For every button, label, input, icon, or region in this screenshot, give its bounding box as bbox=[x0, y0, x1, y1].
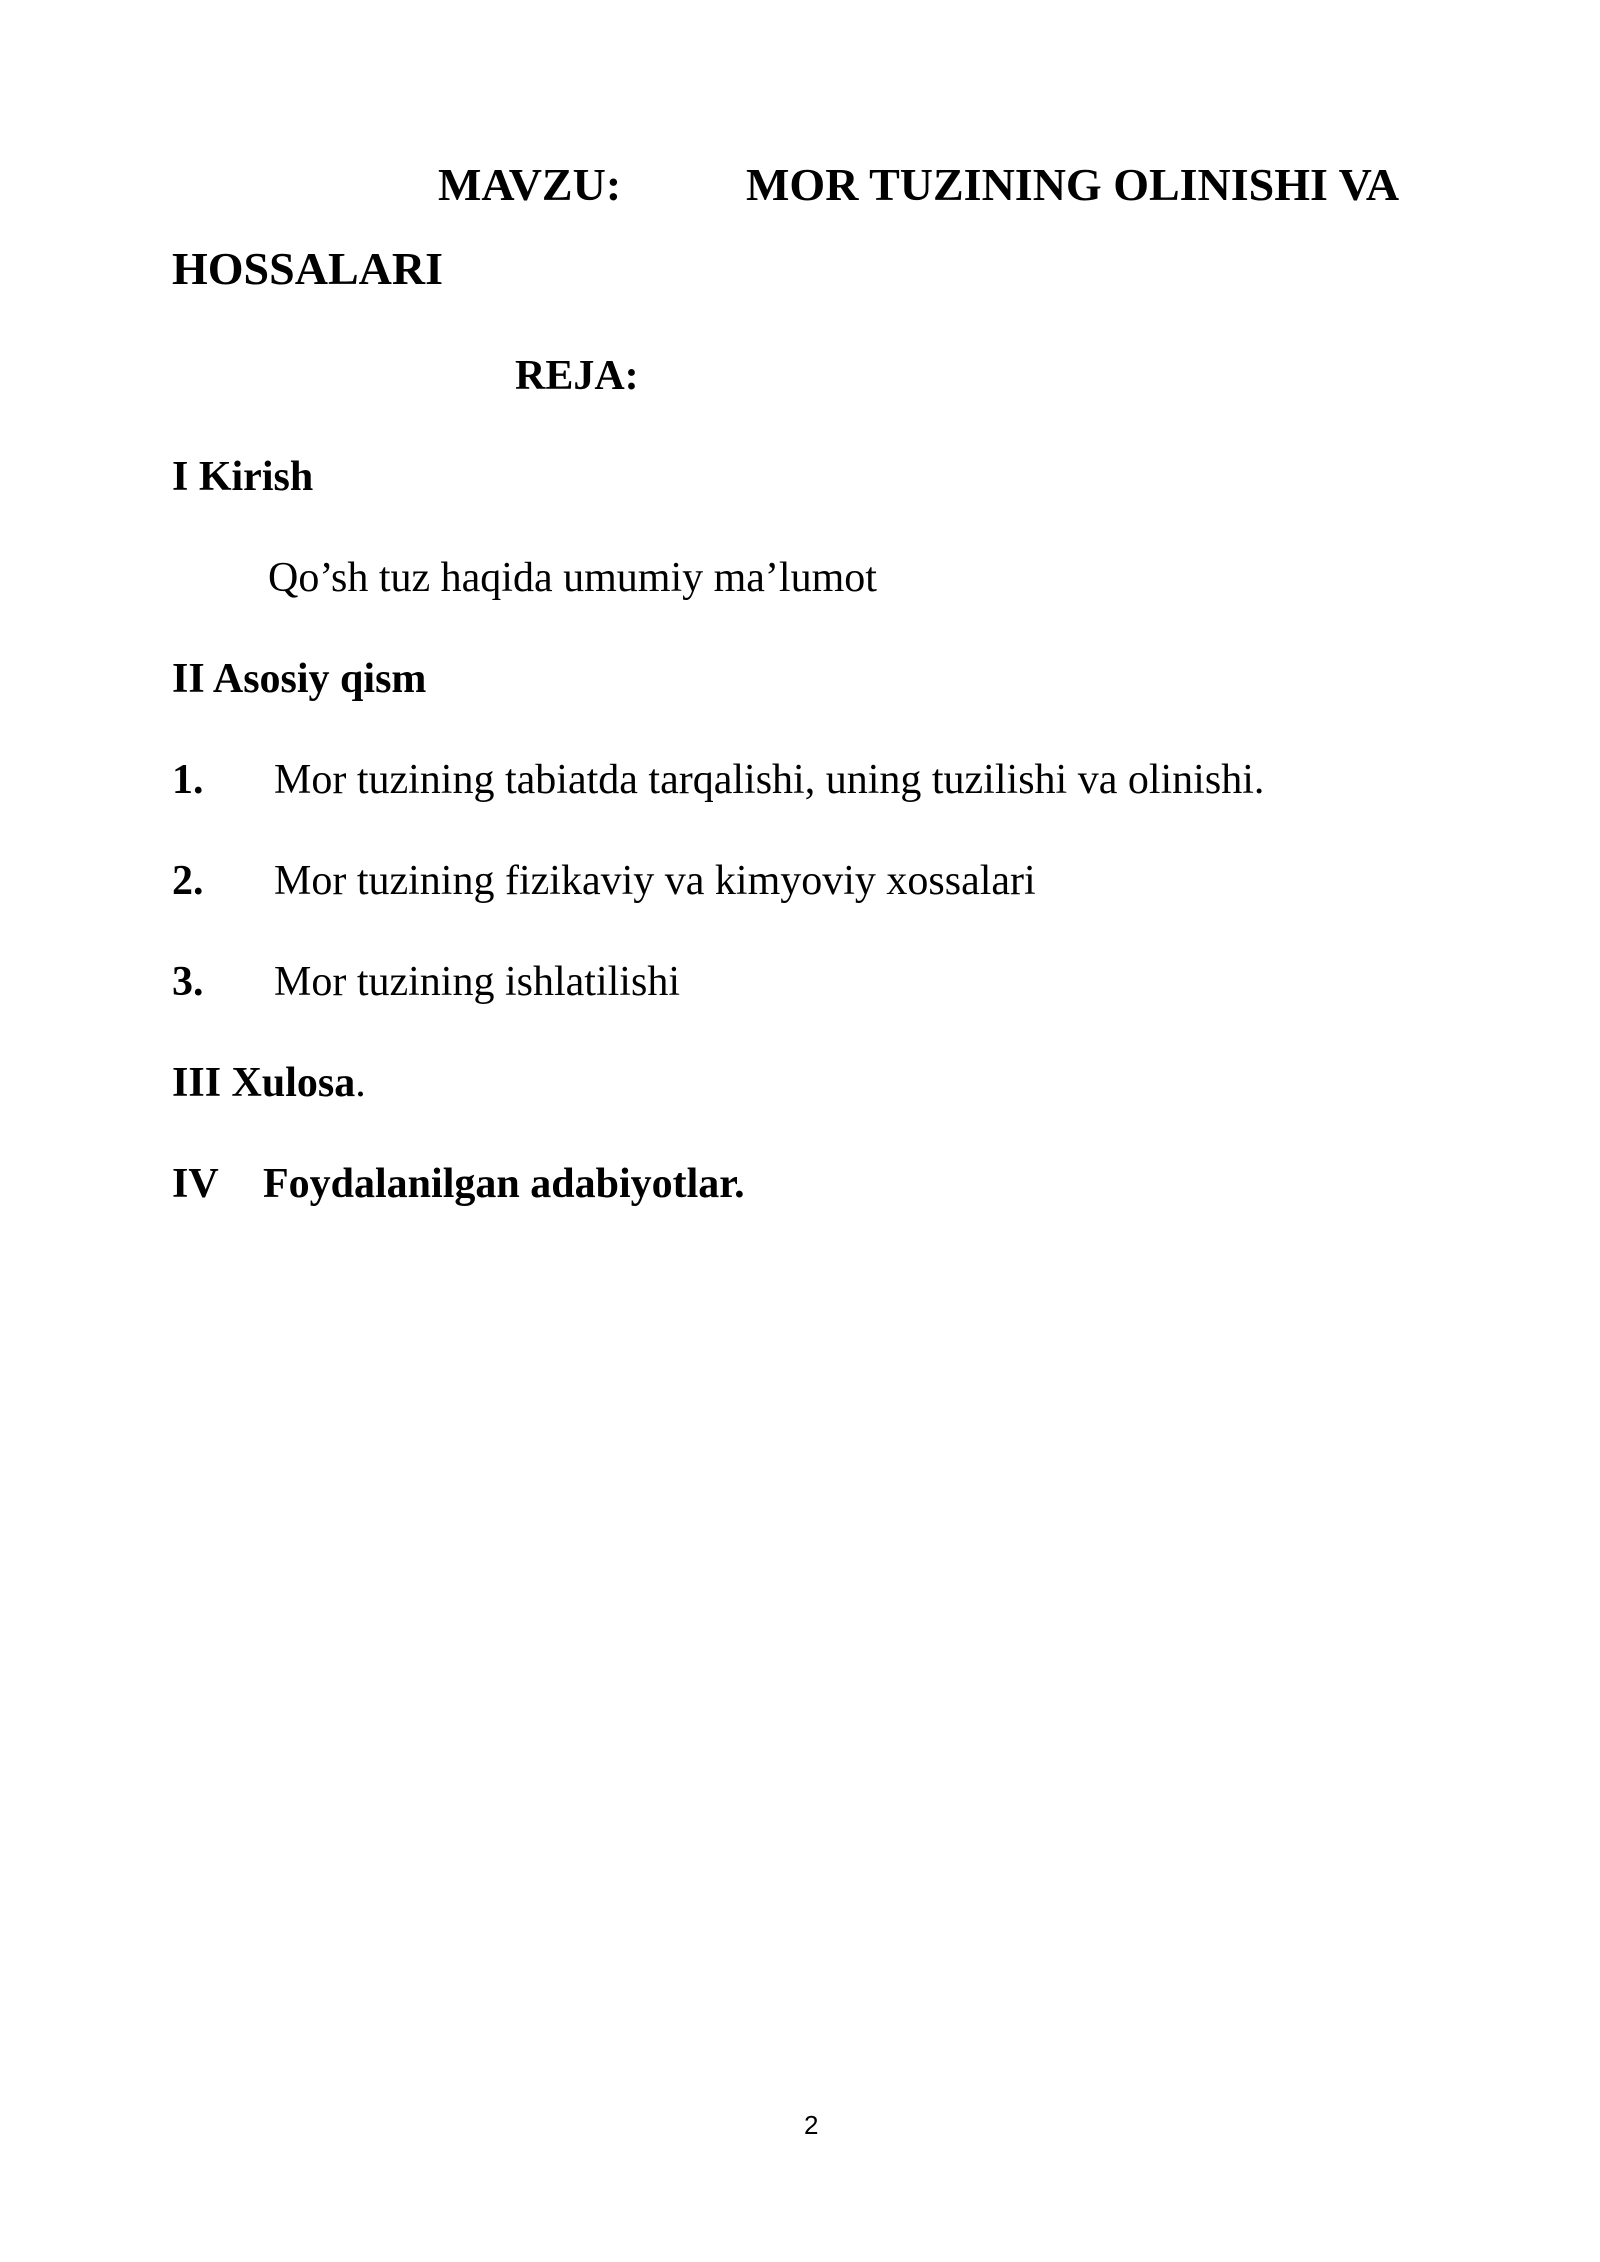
list-item-number: 3. bbox=[172, 959, 204, 1005]
intro-heading: I Kirish bbox=[172, 454, 314, 500]
list-item-text: Mor tuzining fizikaviy va kimyoviy xossalari bbox=[274, 858, 1036, 904]
plan-heading: REJA: bbox=[515, 353, 639, 399]
intro-text: Qo’sh tuz haqida umumiy ma’lumot bbox=[268, 555, 877, 601]
references-heading: Foydalanilgan adabiyotlar. bbox=[263, 1161, 745, 1207]
references-numeral: IV bbox=[172, 1161, 219, 1207]
list-item-number: 1. bbox=[172, 757, 204, 803]
list-item-text: Mor tuzining tabiatda tarqalishi, uning tuzilishi va olinishi. bbox=[274, 757, 1265, 803]
list-item-text: Mor tuzining ishlatilishi bbox=[274, 959, 680, 1005]
conclusion-suffix: . bbox=[355, 1060, 366, 1106]
conclusion-heading: III Xulosa bbox=[172, 1060, 356, 1106]
page-number: 2 bbox=[804, 2110, 819, 2140]
main-heading: II Asosiy qism bbox=[172, 656, 427, 702]
title-label: MAVZU: bbox=[438, 159, 622, 210]
list-item-number: 2. bbox=[172, 858, 204, 904]
title-line-1: MOR TUZINING OLINISHI VA bbox=[746, 159, 1400, 210]
title-line-2: HOSSALARI bbox=[172, 243, 443, 294]
conclusion-line bbox=[172, 1062, 366, 1104]
